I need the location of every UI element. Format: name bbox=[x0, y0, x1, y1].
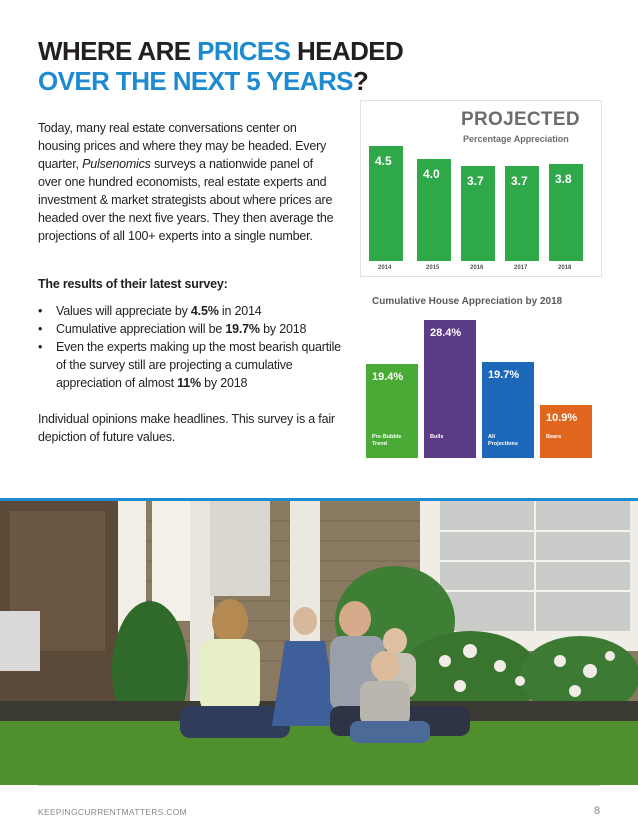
data-label: 19.7% bbox=[488, 369, 520, 382]
page-title bbox=[38, 36, 403, 96]
page-number: 8 bbox=[594, 805, 601, 817]
chart-subtitle: Percentage Appreciation bbox=[463, 134, 569, 144]
data-label: 4.0 bbox=[423, 166, 440, 181]
category-label-line: Bears bbox=[546, 434, 562, 440]
data-label: 3.7 bbox=[511, 174, 528, 189]
list-item: • Cumulative appreciation will be 19.7% by 2018 bbox=[38, 320, 348, 338]
data-label: 3.7 bbox=[467, 174, 484, 189]
tick-label: 2015 bbox=[426, 265, 440, 271]
data-label: 19.4% bbox=[372, 370, 404, 383]
projected-appreciation-chart bbox=[360, 100, 602, 277]
footer-url: KEEPINGCURRENTMATTERS.COM bbox=[38, 807, 188, 817]
data-label: 10.9% bbox=[546, 412, 578, 425]
title-line-1: WHERE ARE PRICES HEADED bbox=[38, 36, 404, 66]
chart-title: Cumulative House Appreciation by 2018 bbox=[372, 296, 563, 307]
title-highlight-prices: PRICES bbox=[197, 36, 291, 66]
tick-label: 2018 bbox=[558, 265, 572, 271]
results-list bbox=[38, 302, 348, 392]
results-heading: The results of their latest survey: bbox=[38, 277, 228, 291]
category-label-line: All bbox=[488, 434, 496, 440]
list-item: • Even the experts making up the most bearish quartile of the survey still are projecting a cumulative appreciation of almost 11% by 2018 bbox=[38, 338, 348, 392]
data-label: 4.5 bbox=[375, 154, 392, 168]
cumulative-appreciation-chart bbox=[360, 290, 600, 460]
category-label-line: Projections bbox=[488, 441, 518, 447]
intro-paragraph: Today, many real estate conversations center on housing prices and where they may be headed. Every quarter, Pulsenomics surveys a nationwide panel of over one hundred economists, real estate experts and investment & market strategists about where prices are headed over the next five years. They then average the projections of all 100+ experts into a single number. bbox=[38, 121, 334, 243]
footer-rule bbox=[38, 785, 600, 786]
category-label bbox=[546, 434, 561, 441]
category-label bbox=[430, 434, 443, 441]
tick-label: 2016 bbox=[470, 265, 484, 271]
data-label: 3.8 bbox=[555, 171, 572, 186]
closing-paragraph: Individual opinions make headlines. This survey is a fair depiction of future values. bbox=[38, 412, 335, 444]
family-photo bbox=[0, 501, 638, 785]
category-label bbox=[488, 434, 518, 448]
brand-name: Pulsenomics bbox=[82, 157, 151, 171]
category-label-line: Trend bbox=[372, 441, 387, 447]
list-item: • Values will appreciate by 4.5% in 2014 bbox=[38, 302, 348, 320]
tick-label: 2017 bbox=[514, 265, 528, 271]
tick-label: 2014 bbox=[378, 265, 392, 271]
category-label bbox=[372, 434, 401, 448]
category-label-line: Bulls bbox=[430, 434, 444, 440]
category-label-line: Pre-Bubble bbox=[372, 434, 402, 440]
data-label: 28.4% bbox=[430, 327, 462, 339]
chart-title: PROJECTED bbox=[461, 109, 580, 130]
title-line-2: OVER THE NEXT 5 YEARS? bbox=[38, 66, 369, 96]
title-highlight-years: OVER THE NEXT 5 YEARS bbox=[38, 66, 353, 96]
